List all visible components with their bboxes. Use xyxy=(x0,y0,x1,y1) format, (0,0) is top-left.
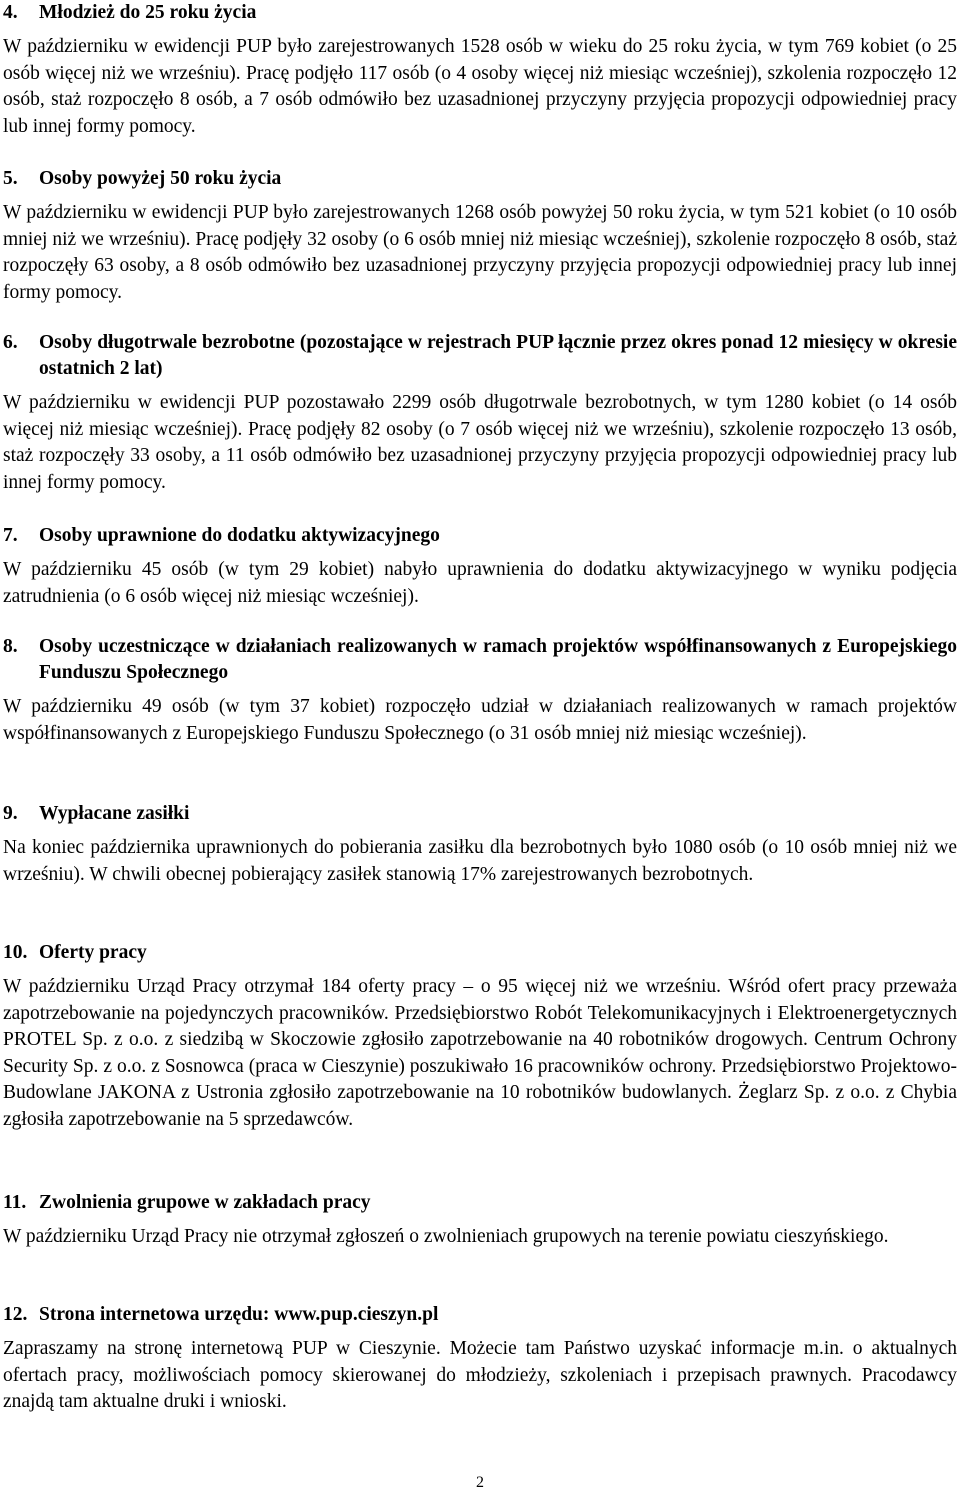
section-body: Zapraszamy na stronę internetową PUP w Cieszynie. Możecie tam Państwo uzyskać informacje m.in. o aktualnych ofertach pracy, możliwościach pomocy skierowanej do młodzieży, szkoleniach i przepisach prawnych. Pracodawcy znajdą tam aktualne druki i wnioski. xyxy=(3,1338,957,1412)
section-number: 6. xyxy=(3,332,18,353)
section-number: 4. xyxy=(3,2,18,23)
section-body: Na koniec października uprawnionych do pobierania zasiłku dla bezrobotnych było 1080 osób (o 10 osób mniej niż we wrześniu). W chwili obecnej pobierający zasiłek stanowią 17% zarejestrowanych bezrobotnych. xyxy=(3,837,957,885)
section-body: W październiku Urząd Pracy otrzymał 184 oferty pracy – o 95 więcej niż we wrześniu. Wśród ofert pracy przeważa zapotrzebowanie na pojedynczych pracowników. Przedsiębiorstwo Robót Telekomunikacyjnych i Elektroenergetycznych PROTEL Sp. z o.o. z siedzibą w Skoczowie zgłosiło zapotrzebowanie na 40 robotników drogowych. Centrum Ochrony Security Sp. z o.o. z Sosnowca (praca w Cieszynie) poszukiwało 16 pracowników ochrony. Przedsiębiorstwo Projektowo-Budowlane JAKONA z Ustronia zgłosiło zapotrzebowanie na 10 robotników budowlanych. Żeglarz Sp. z o.o. z Chybia zgłosiła zapotrzebowanie na 5 sprzedawców. xyxy=(3,976,957,1130)
section-number: 10. xyxy=(3,942,28,963)
section-body: W październiku 45 osób (w tym 29 kobiet) nabyło uprawnienia do dodatku aktywizacyjnego w wyniku podjęcia zatrudnienia (o 6 osób więcej niż miesiąc wcześniej). xyxy=(3,559,957,607)
section-title: Oferty pracy xyxy=(39,942,147,963)
section-title: Strona internetowa urzędu: www.pup.cieszyn.pl xyxy=(39,1304,439,1325)
section-number: 12. xyxy=(3,1304,28,1325)
section-heading xyxy=(3,940,957,966)
section-heading xyxy=(3,0,957,26)
section-over-50 xyxy=(3,166,957,306)
section-heading xyxy=(3,801,957,827)
section-heading xyxy=(3,1190,957,1216)
section-title: Osoby powyżej 50 roku życia xyxy=(39,168,282,189)
section-body: W październiku Urząd Pracy nie otrzymał zgłoszeń o zwolnieniach grupowych na terenie powiatu cieszyńskiego. xyxy=(3,1226,889,1247)
section-title: Zwolnienia grupowe w zakładach pracy xyxy=(39,1192,371,1213)
section-body: W październiku w ewidencji PUP było zarejestrowanych 1528 osób w wieku do 25 roku życia, w tym 769 kobiet (o 25 osób więcej niż we wrześniu). Pracę podjęło 117 osób (o 4 osoby więcej niż miesiąc wcześniej), szkolenia rozpoczęło 12 osób, staż rozpoczęło 8 osób, a 7 osób odmówiło bez uzasadnionej przyczyny przyjęcia propozycji odpowiedniej pracy lub innej formy pomocy. xyxy=(3,36,957,137)
section-efs-projects xyxy=(3,634,957,747)
section-number: 8. xyxy=(3,636,18,657)
section-title: Wypłacane zasiłki xyxy=(39,803,190,824)
section-heading xyxy=(3,166,957,192)
section-activation-allowance xyxy=(3,523,957,610)
section-heading xyxy=(3,523,957,549)
section-job-offers xyxy=(3,940,957,1133)
section-title: Osoby długotrwale bezrobotne (pozostające w rejestrach PUP łącznie przez okres ponad 12 miesięcy w okresie ostatnich 2 lat) xyxy=(39,332,957,379)
section-title: Młodzież do 25 roku życia xyxy=(39,2,257,23)
section-youth xyxy=(3,0,957,140)
section-heading xyxy=(3,330,957,382)
section-heading xyxy=(3,1302,957,1328)
section-number: 11. xyxy=(3,1192,27,1213)
section-heading xyxy=(3,634,957,686)
section-website xyxy=(3,1302,957,1416)
section-long-term-unemployed xyxy=(3,330,957,496)
section-body: W październiku w ewidencji PUP było zarejestrowanych 1268 osób powyżej 50 roku życia, w tym 521 kobiet (o 10 osób mniej niż we wrześniu). Pracę podjęły 32 osoby (o 6 osób mniej niż miesiąc wcześniej), szkolenie rozpoczęło 8 osób, staż rozpoczęły 63 osoby, a 8 osób odmówiło bez uzasadnionej przyczyny przyjęcia propozycji odpowiedniej pracy lub innej formy pomocy. xyxy=(3,202,957,303)
section-group-layoffs xyxy=(3,1190,957,1251)
section-benefits xyxy=(3,801,957,888)
page-number: 2 xyxy=(476,1474,484,1491)
section-body: W październiku 49 osób (w tym 37 kobiet) rozpoczęło udział w działaniach realizowanych w ramach projektów współfinansowanych z Europejskiego Funduszu Społecznego (o 31 osób mniej niż miesiąc wcześniej). xyxy=(3,696,957,744)
section-number: 9. xyxy=(3,803,18,824)
section-title: Osoby uczestniczące w działaniach realizowanych w ramach projektów współfinansowanych z Europejskiego Funduszu Społecznego xyxy=(39,636,957,683)
section-body: W październiku w ewidencji PUP pozostawało 2299 osób długotrwale bezrobotnych, w tym 1280 kobiet (o 14 osób więcej niż miesiąc wcześniej). Pracę podjęły 82 osoby (o 7 osób więcej niż we wrześniu), szkolenie rozpoczęło 13 osób, staż rozpoczęły 33 osoby, a 11 osób odmówiło bez uzasadnionej przyczyny przyjęcia propozycji odpowiedniej pracy lub innej formy pomocy. xyxy=(3,392,957,493)
section-number: 7. xyxy=(3,525,18,546)
section-number: 5. xyxy=(3,168,18,189)
section-title: Osoby uprawnione do dodatku aktywizacyjnego xyxy=(39,525,440,546)
